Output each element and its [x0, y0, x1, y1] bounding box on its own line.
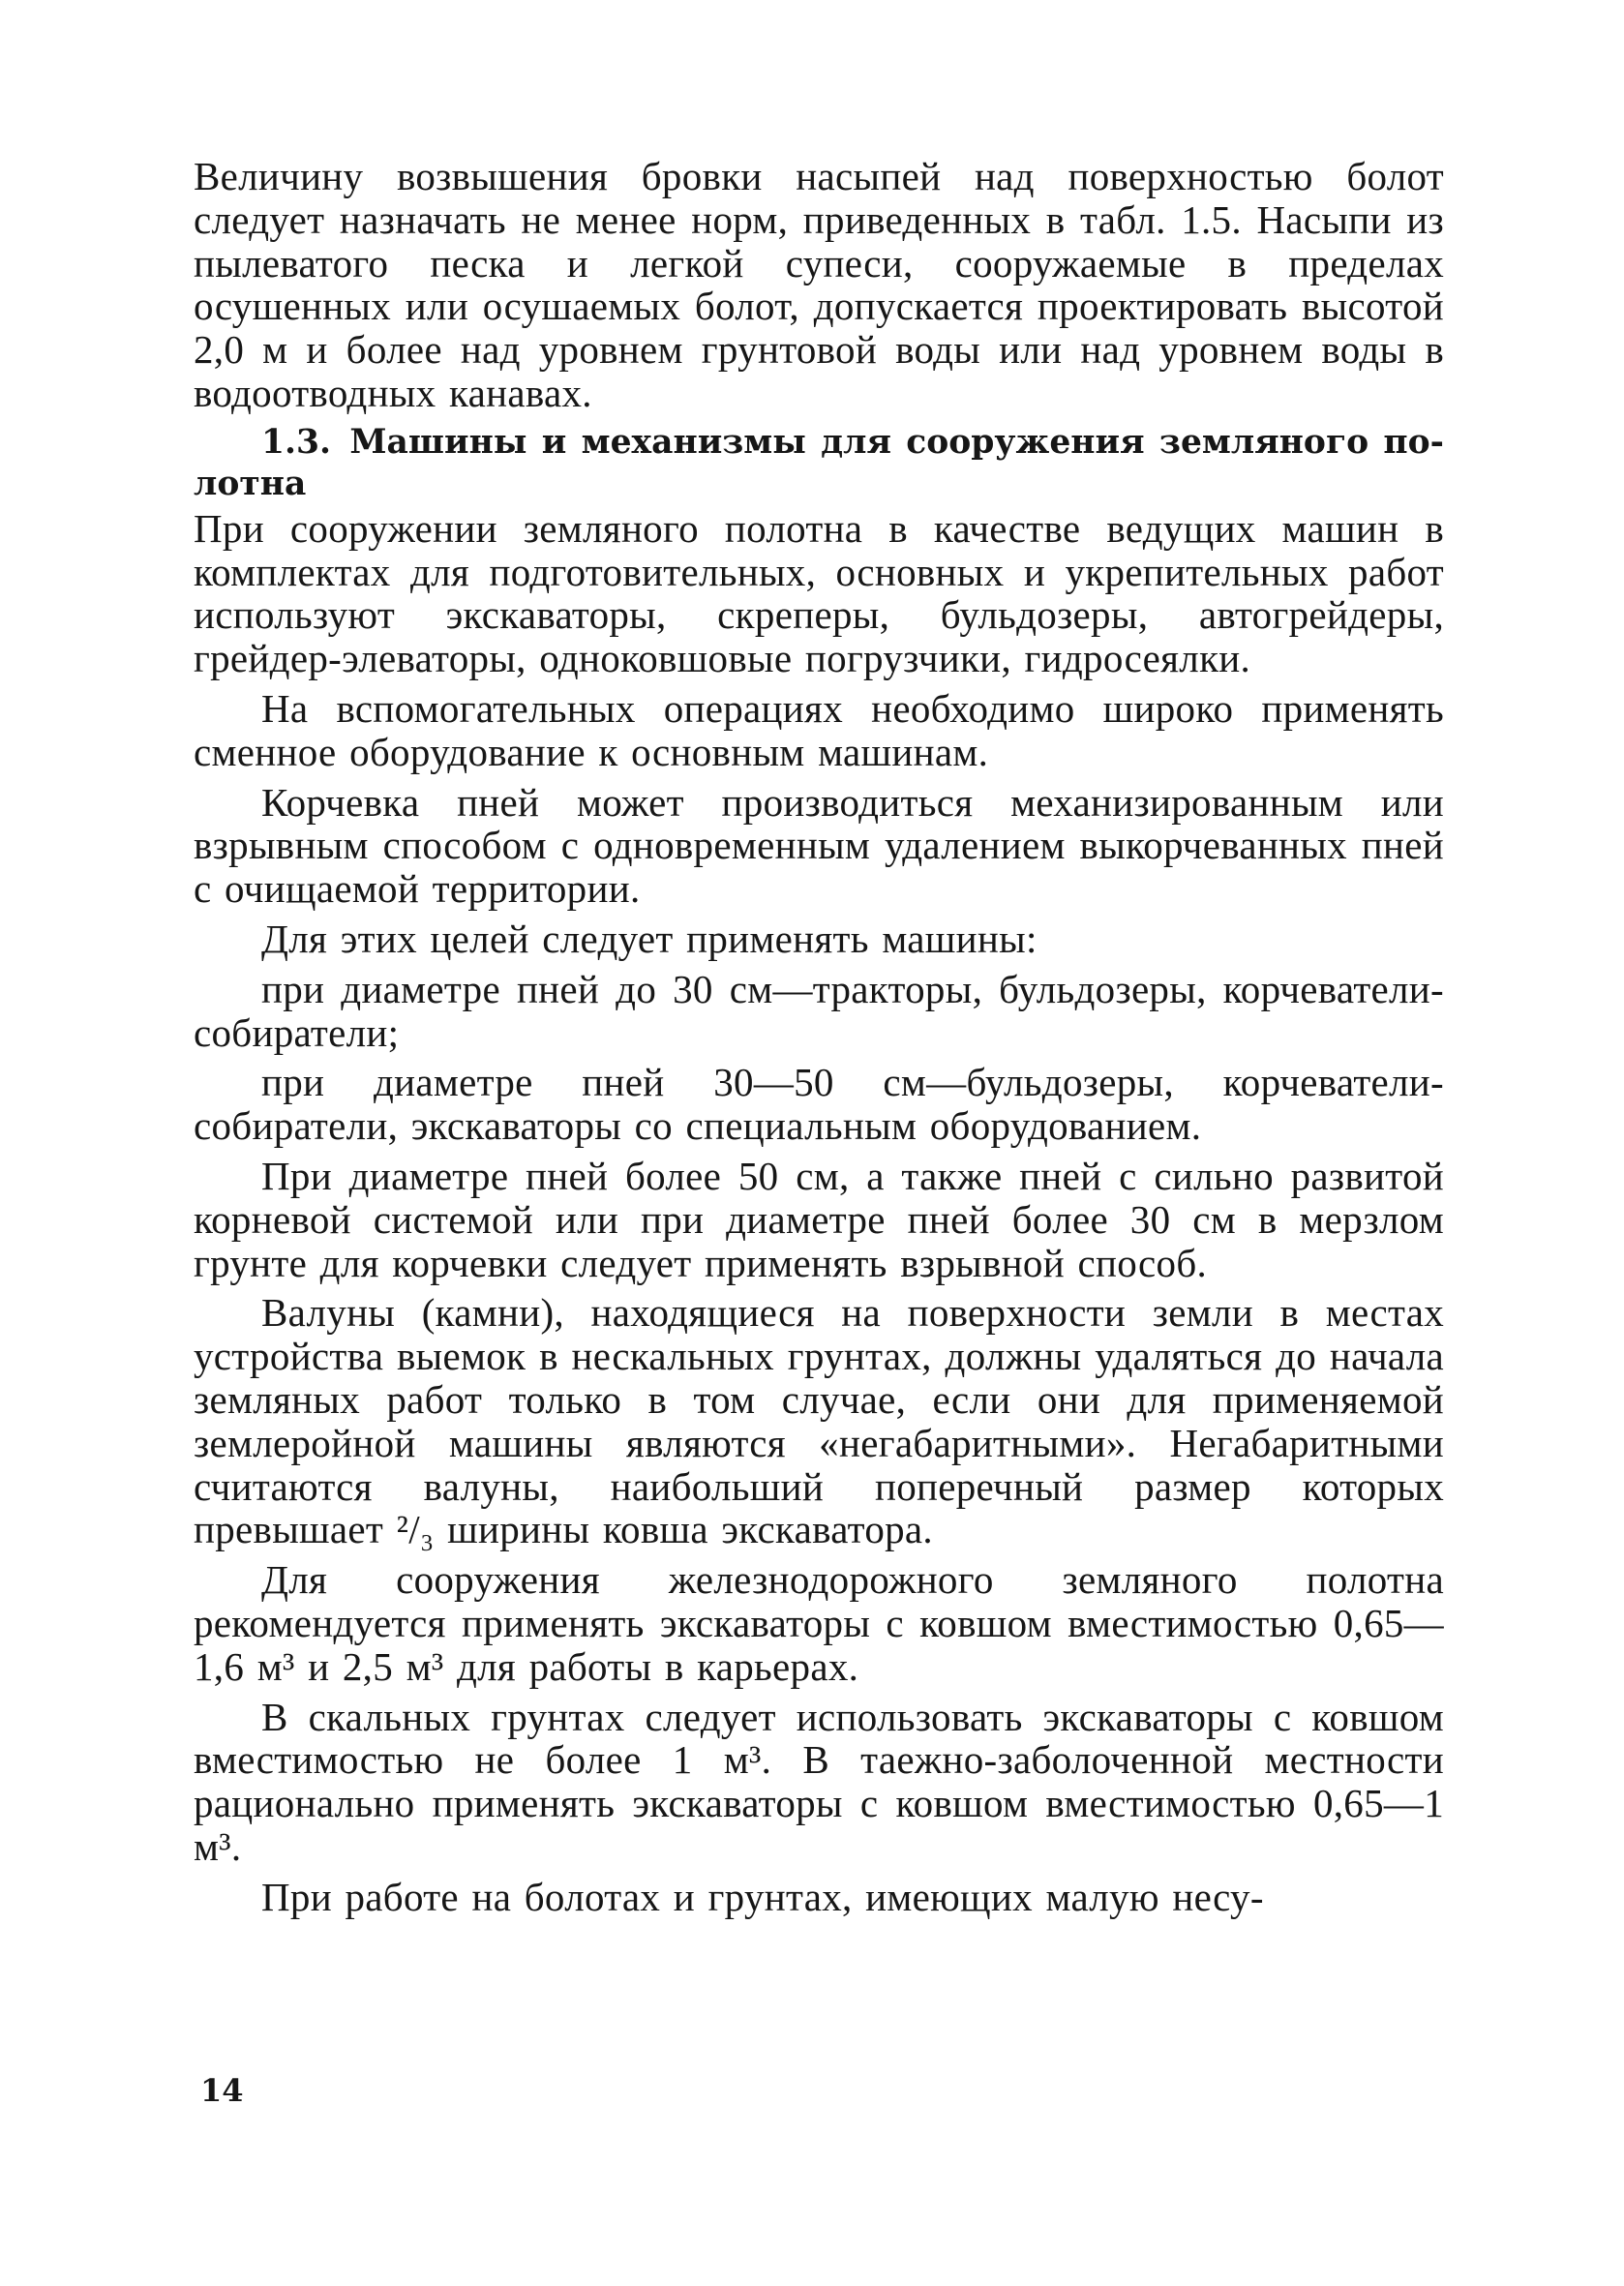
paragraph-railway-excavators: Для сооружения железнодорожного земляного полотна рекомендуется применять экскаваторы с ковшом вместимостью 0,65—1,6 м³ и 2,5 м³ для работы в карьерах.: [194, 1557, 1444, 1689]
paragraph-leading-machines: При сооружении земляного полотна в качестве ведущих машин в комплектах для подготовительных, основных и укрепительных работ используют экскаваторы, скреперы, бульдозеры, автогрейдеры, грейдер-элеваторы, одноковшовые погрузчики, гидросеялки.: [194, 505, 1444, 681]
paragraph-stump-removal: Корчевка пней может производиться механизированным или взрывным способом с одновременным удалением выкорчеванных пней с очищаемой территории.: [194, 779, 1444, 912]
page-number: 14: [200, 2072, 244, 2109]
paragraph-machines-intro: Для этих целей следует применять машины:: [261, 916, 1038, 961]
paragraph-embankment-height: Величину возвышения бровки насыпей над поверхностью болот следует назначать не менее норм, приведенных в табл. 1.5. Насыпи из пылеватого песка и легкой супеси, сооружаемые в пределах осушенных или осушаемых болот, допускается проектировать высотой 2,0 м и более над уровнем грунтовой воды или над уровнем воды в водоотводных канавах.: [194, 154, 1444, 415]
paragraph-rock-soils: В скальных грунтах следует использовать экскаваторы с ковшом вместимостью не более 1 м³. В таежно-заболоченной местности рационально применять экскаваторы с ковшом вместимостью 0,65—1 м³.: [194, 1694, 1444, 1869]
paragraph-diameter-up-to-30: при диаметре пней до 30 см—тракторы, бульдозеры, корчеватели-собиратели;: [194, 966, 1444, 1055]
section-number: 1.3.: [261, 422, 332, 462]
body-text: [194, 155, 1444, 1925]
section-title: Машины и механизмы для сооружения земляного полотна: [194, 422, 1444, 503]
paragraph-auxiliary-operations: На вспомогательных операциях необходимо широко применять сменное оборудование к основным машинам.: [194, 685, 1444, 774]
paragraph-boulders: Валуны (камни), находящиеся на поверхности земли в местах устройства выемок в нескальных грунтах, должны удаляться до начала земляных работ только в том случае, если они для применяемой землеройной машины являются «негабаритными». Негабаритными считаются валуны, наибольший поперечный размер которых превышает ²/₃ ширины ковша экскаватора.: [194, 1290, 1444, 1552]
section-heading: [194, 422, 1444, 505]
paragraph-diameter-over-50: При диаметре пней более 50 см, а также пней с сильно развитой корневой системой или при диаметре пней более 30 см в мерзлом грунте для корчевки следует применять взрывной способ.: [194, 1153, 1444, 1285]
paragraph-diameter-30-50: при диаметре пней 30—50 см—бульдозеры, корчеватели-собиратели, экскаваторы со специальным оборудованием.: [194, 1060, 1444, 1149]
paragraph-swamps: При работе на болотах и грунтах, имеющих малую несу-: [261, 1874, 1264, 1919]
